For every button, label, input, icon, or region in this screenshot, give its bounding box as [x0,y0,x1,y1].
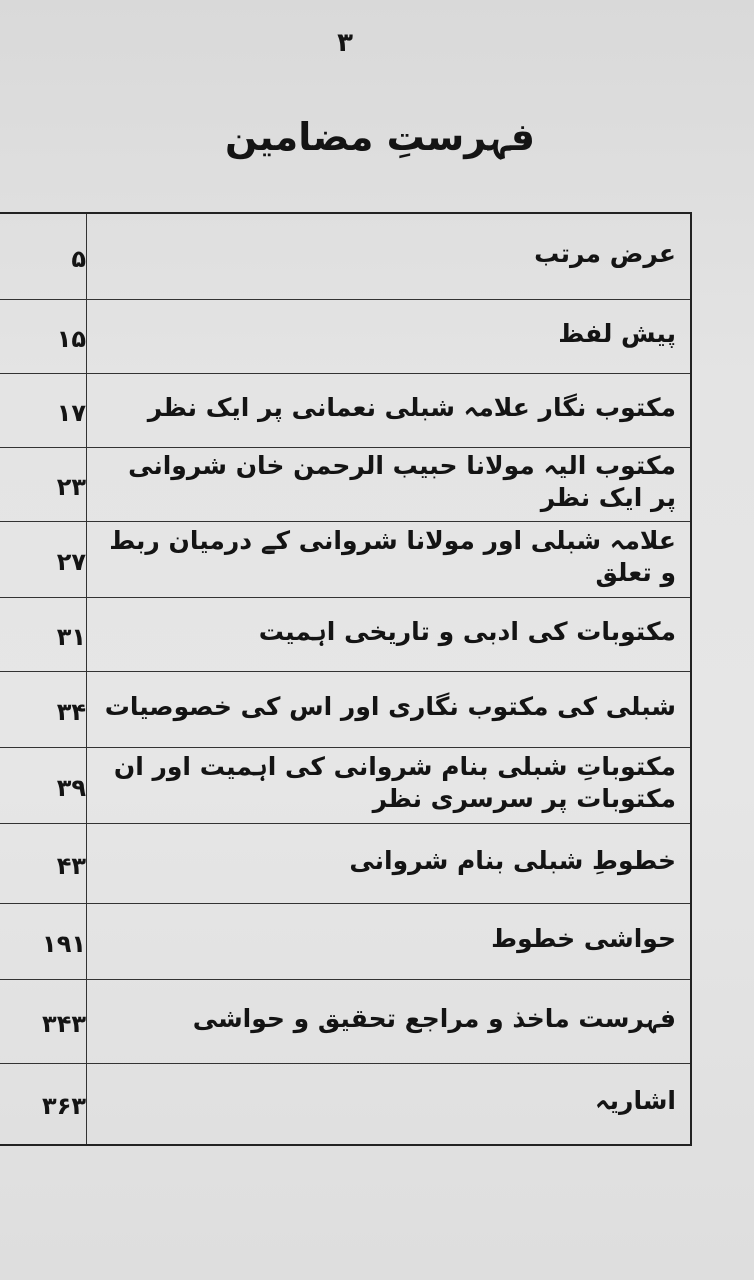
toc-entry-page: ۳۹ [56,773,86,802]
toc-row [0,300,690,374]
toc-entry-title: مکتوباتِ شبلی بنام شروانی کی اہمیت اور ان مکتوبات پر سرسری نظر [86,748,690,823]
toc-entry-title: مکتوب نگار علامہ شبلی نعمانی پر ایک نظر [86,374,690,447]
toc-entry-title: عرض مرتب [86,214,690,299]
toc-entry-page: ۳۱ [56,622,86,651]
toc-row [0,522,690,598]
toc-entry-title: مکتوب الیہ مولانا حبیب الرحمن خان شروانی پر ایک نظر [86,448,690,521]
toc-row [0,374,690,448]
toc-entry-page: ۱۹۱ [42,929,86,958]
toc-entry-page: ۲۳ [56,472,86,501]
toc-row [0,980,690,1064]
toc-row [0,748,690,824]
toc-entry-title: خطوطِ شبلی بنام شروانی [86,824,690,903]
toc-entry-page: ۳۴۳ [42,1009,86,1038]
toc-row [0,598,690,672]
toc-entry-page: ۴۳ [56,851,86,880]
toc-row [0,1064,690,1144]
toc-entry-page: ۳۶۳ [42,1092,86,1120]
toc-entry-title: شبلی کی مکتوب نگاری اور اس کی خصوصیات [86,672,690,747]
toc-entry-title: فہرست ماخذ و مراجع تحقیق و حواشی [86,980,690,1063]
page-title: فہرستِ مضامین [224,115,536,159]
toc-entry-title: مکتوبات کی ادبی و تاریخی اہمیت [86,598,690,671]
table-of-contents [0,212,692,1146]
toc-row [0,672,690,748]
page-number: ۳ [337,28,353,58]
toc-entry-page: ۱۷ [56,398,86,427]
toc-entry-page: ۲۷ [56,547,86,576]
toc-entry-title: حواشی خطوط [86,904,690,979]
toc-entry-title: علامہ شبلی اور مولانا شروانی کے درمیان ربط و تعلق [86,522,690,597]
toc-row [0,824,690,904]
toc-entry-page: ۱۵ [56,324,86,353]
toc-entry-title: اشاریہ [86,1064,690,1144]
toc-entry-title: پیش لفظ [86,300,690,373]
toc-entry-page: ۵ [71,244,86,273]
toc-row [0,214,690,300]
toc-row [0,448,690,522]
toc-row [0,904,690,980]
toc-entry-page: ۳۴ [56,697,86,726]
